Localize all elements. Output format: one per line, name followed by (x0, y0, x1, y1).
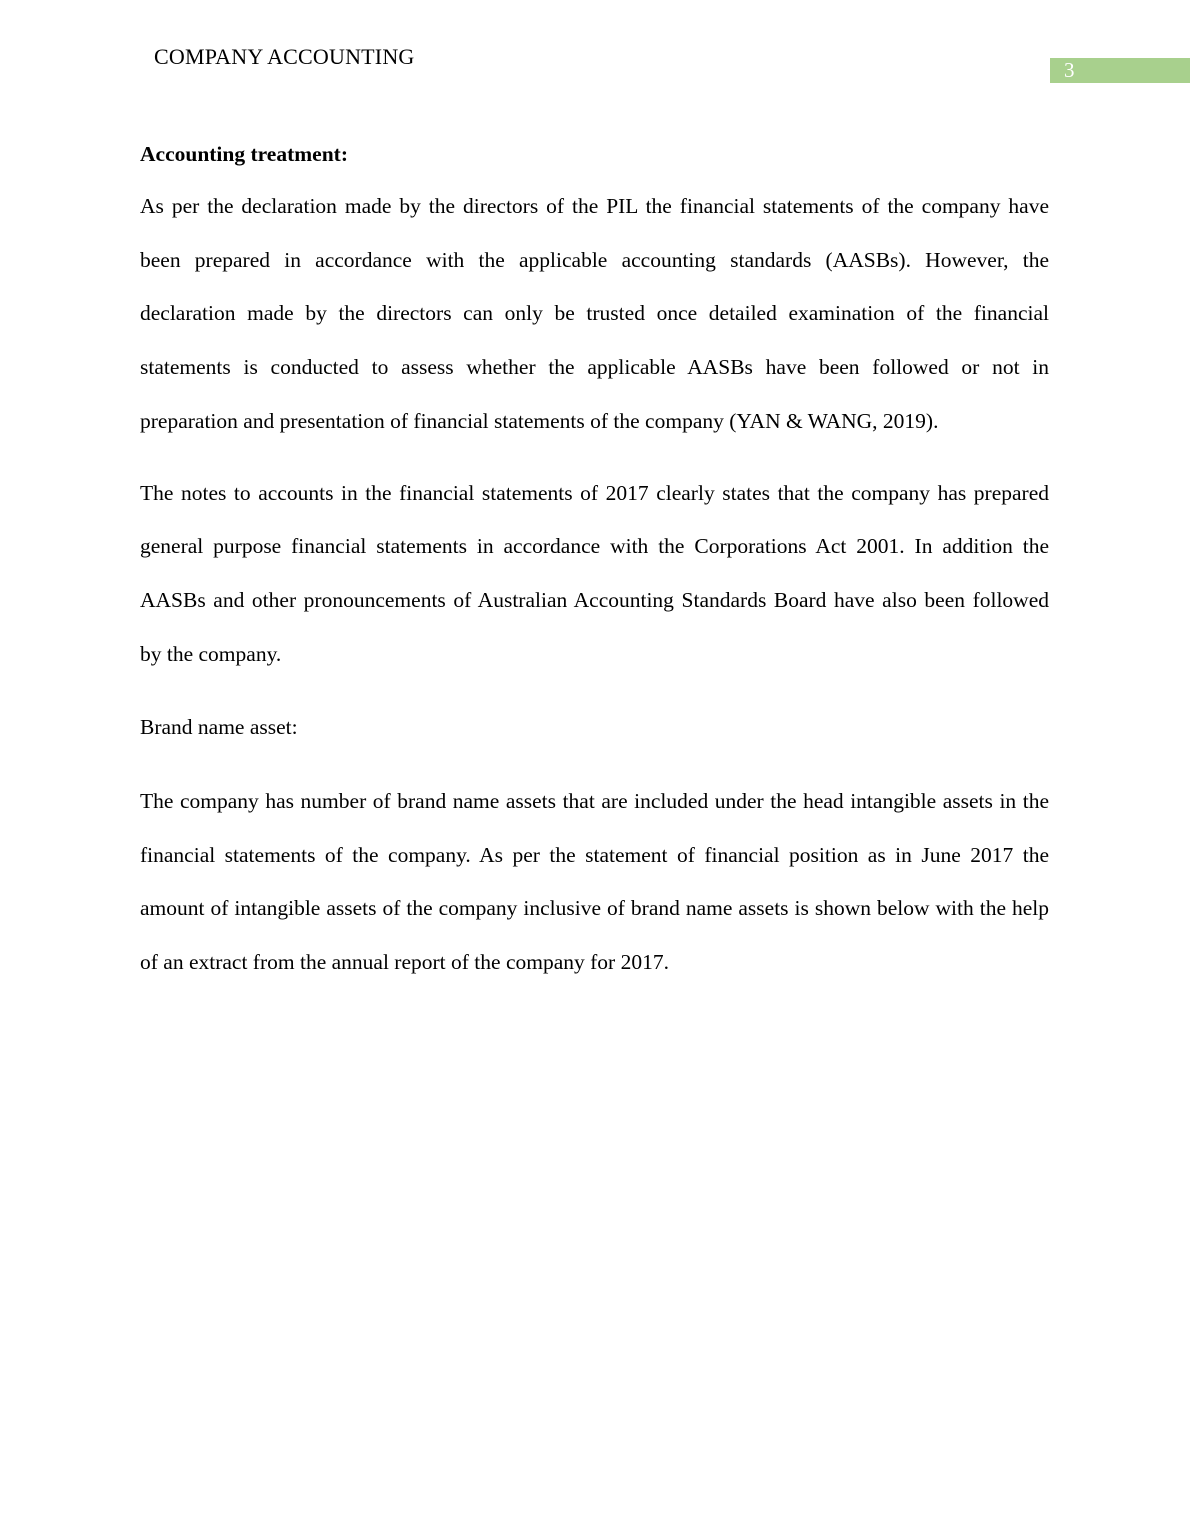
subsection-heading: Brand name asset: (140, 715, 298, 740)
section-heading: Accounting treatment: (140, 142, 348, 166)
paragraph-notes-to-accounts: The notes to accounts in the financial statements of 2017 clearly states that the company has prepared general purpose financial statements in accordance with the Corporations Act 2001. In addition the AASBs and other pronouncements of Australian Accounting Standards Board have also been followed by the company. (140, 480, 1049, 666)
page-number-badge: 3 (1050, 58, 1190, 83)
paragraph-brand-assets: The company has number of brand name assets that are included under the head intangible assets in the financial statements of the company. As per the statement of financial position as in June 2017 the amount of intangible assets of the company inclusive of brand name assets is shown below with the help of an extract from the annual report of the company for 2017. (140, 789, 1049, 975)
document-body (140, 136, 1049, 990)
running-header-title: COMPANY ACCOUNTING (154, 44, 415, 69)
paragraph-declaration: As per the declaration made by the directors of the PIL the financial statements of the company have been prepared in accordance with the applicable accounting standards (AASBs). However, the declaration made by the directors can only be trusted once detailed examination of the financial statements is conducted to assess whether the applicable AASBs have been followed or not in preparation and presentation of financial statements of the company (YAN & WANG, 2019). (140, 194, 1049, 433)
